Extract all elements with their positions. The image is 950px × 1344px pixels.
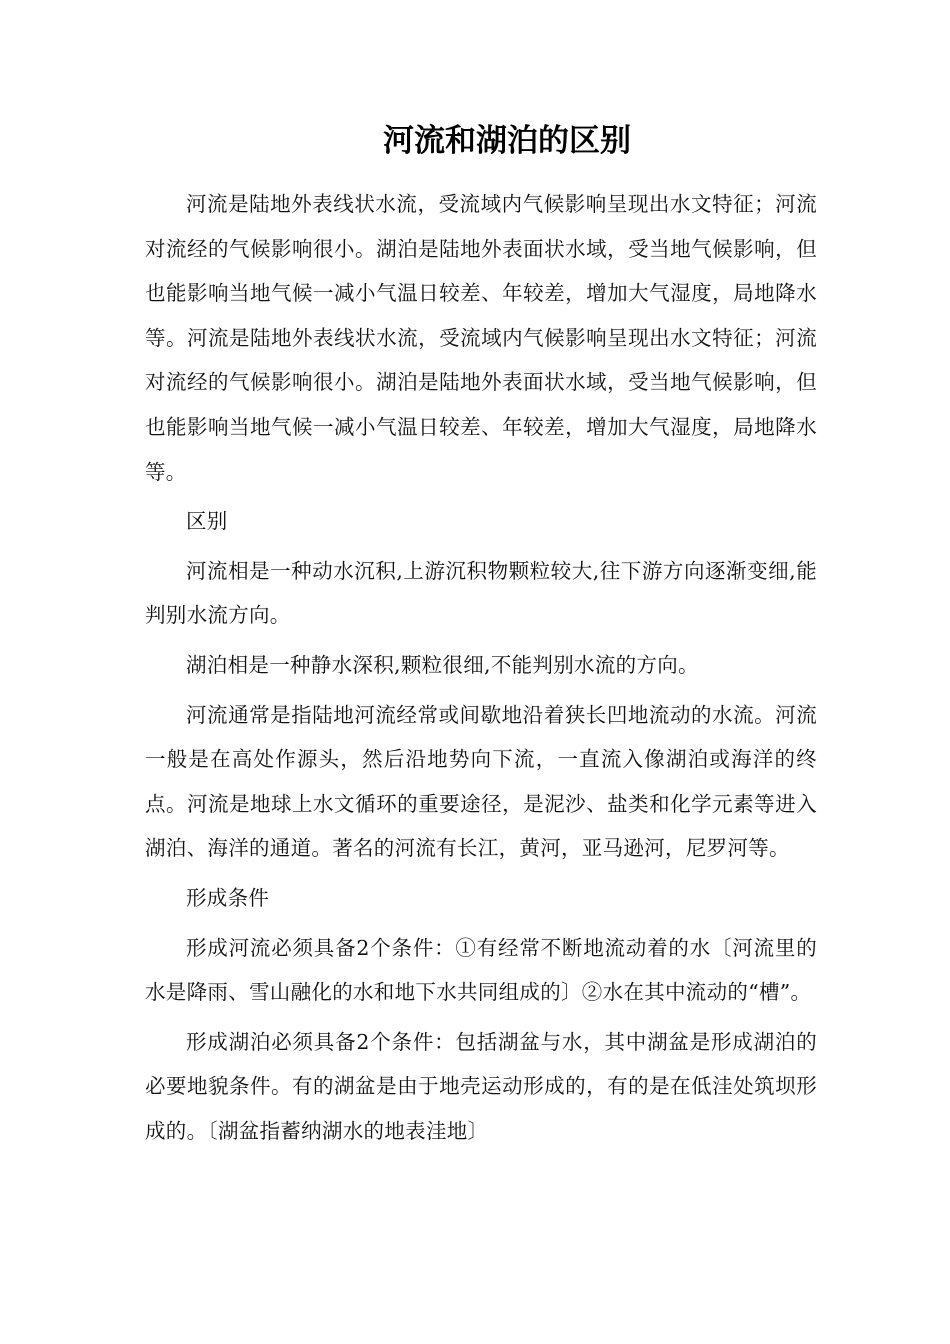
heading-difference: 区别 — [186, 509, 228, 534]
paragraph-lake-formation: 形成湖泊必须具备2个条件：包括湖盆与水，其中湖盆是形成湖泊的必要地貌条件。有的湖盆是由于地壳运动形成的，有的是在低洼处筑坝形成的。〔湖盆指蓄纳湖水的地表洼地〕 — [145, 1029, 817, 1143]
paragraph-river-formation: 形成河流必须具备2个条件：①有经常不断地流动着的水〔河流里的水是降雨、雪山融化的水和地下水共同组成的〕②水在其中流动的“槽”。 — [145, 935, 817, 1005]
paragraph-intro: 河流是陆地外表线状水流，受流域内气候影响呈现出水文特征；河流对流经的气候影响很小。湖泊是陆地外表面状水域，受当地气候影响，但也能影响当地气候一减小气温日较差、年较差，增加大气湿度，局地降水等。河流是陆地外表线状水流，受流域内气候影响呈现出水文特征；河流对流经的气候影响很小。湖泊是陆地外表面状水域，受当地气候影响，但也能影响当地气候一减小气温日较差、年较差，增加大气湿度，局地降水等。 — [145, 192, 817, 484]
paragraph-lake-facies: 湖泊相是一种静水深积,颗粒很细,不能判别水流的方向。 — [186, 652, 699, 677]
heading-formation-conditions: 形成条件 — [186, 885, 270, 910]
document-title: 河流和湖泊的区别 — [383, 123, 631, 159]
document-body — [145, 182, 817, 1153]
paragraph-river-facies: 河流相是一种动水沉积,上游沉积物颗粒较大,往下游方向逐渐变细,能判别水流方向。 — [145, 558, 817, 628]
paragraph-river-definition: 河流通常是指陆地河流经常或间歇地沿着狭长凹地流动的水流。河流一般是在高处作源头，然后沿地势向下流，一直流入像湖泊或海洋的终点。河流是地球上水文循环的重要途径，是泥沙、盐类和化学元素等进入湖泊、海洋的通道。著名的河流有长江，黄河，亚马逊河，尼罗河等。 — [145, 702, 817, 861]
